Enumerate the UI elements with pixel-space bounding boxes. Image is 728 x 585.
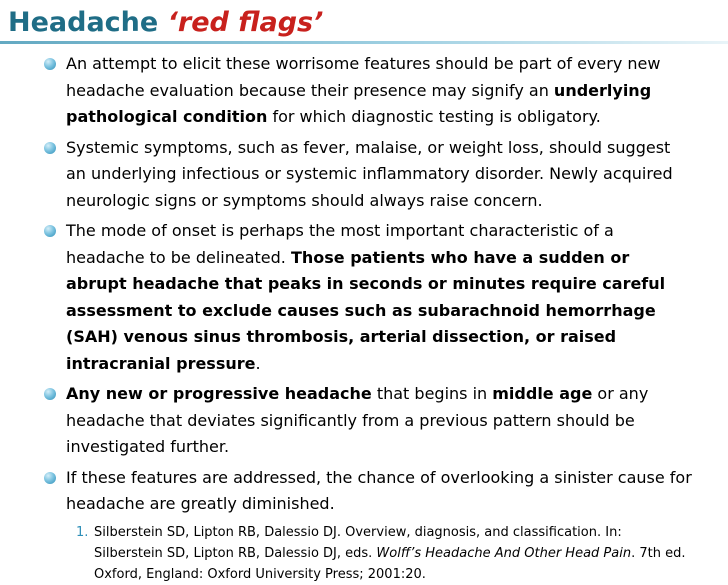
bullet-dot-icon	[44, 472, 56, 484]
reference-number: 1.	[76, 524, 89, 540]
reference-list	[0, 522, 728, 585]
reference-text: . 7th ed. Oxford, England: Oxford University Press; 2001:20.	[94, 545, 686, 582]
bullet-text: for which diagnostic testing is obligatory.	[267, 107, 601, 126]
bullet-dot-icon	[44, 388, 56, 400]
bullet-dot-icon	[44, 58, 56, 70]
bullet-item	[0, 381, 728, 461]
bullet-text-bold: underlying pathological condition	[66, 80, 652, 126]
bullet-text: .	[255, 353, 261, 373]
bullet-item	[0, 465, 728, 518]
bullet-dot-icon	[44, 225, 56, 237]
bullet-item	[0, 135, 728, 215]
bullet-item	[0, 51, 728, 131]
bullet-text: Systemic symptoms, such as fever, malaise, or weight loss, should suggest an underlying infectious or systemic inflammatory disorder. Newly acquired neurologic signs or symptoms should always raise concern.	[66, 137, 673, 210]
bullet-text-bold: Any new or progressive headache	[66, 384, 372, 403]
bullet-item	[0, 218, 728, 377]
bullet-text: that begins in	[371, 384, 493, 403]
slide-title	[8, 6, 323, 40]
slide-title-accent: ‘red flags’	[167, 7, 324, 38]
bullet-text-bold: Those patients who have a sudden or abrupt headache that peaks in seconds or minutes require careful assessment to exclude causes such as subarachnoid hemorrhage (SAH) venous sinus thrombosis, arterial dissection, or raised intracranial pressure	[66, 247, 666, 373]
title-divider	[0, 41, 728, 44]
bullet-list	[0, 51, 728, 585]
slide-title-main: Headache	[8, 7, 159, 38]
bullet-text: The mode of onset is perhaps the most important characteristic of a headache to be delineated.	[66, 221, 614, 267]
bullet-text: An attempt to elicit these worrisome features should be part of every new headache evaluation because their presence may signify an	[66, 54, 661, 100]
reference-item	[0, 522, 728, 585]
reference-book-title: Wolff’s Headache And Other Head Pain	[376, 545, 632, 561]
bullet-text: or any headache that deviates significantly from a previous pattern should be investigated further.	[66, 384, 649, 456]
reference-text: Silberstein SD, Lipton RB, Dalessio DJ. Overview, diagnosis, and classification. In: Silberstein SD, Lipton RB, Dalessio DJ, eds.	[94, 524, 622, 561]
bullet-dot-icon	[44, 142, 56, 154]
bullet-text: If these features are addressed, the chance of overlooking a sinister cause for headache are greatly diminished.	[66, 467, 692, 513]
bullet-text-bold: middle age	[492, 384, 593, 403]
